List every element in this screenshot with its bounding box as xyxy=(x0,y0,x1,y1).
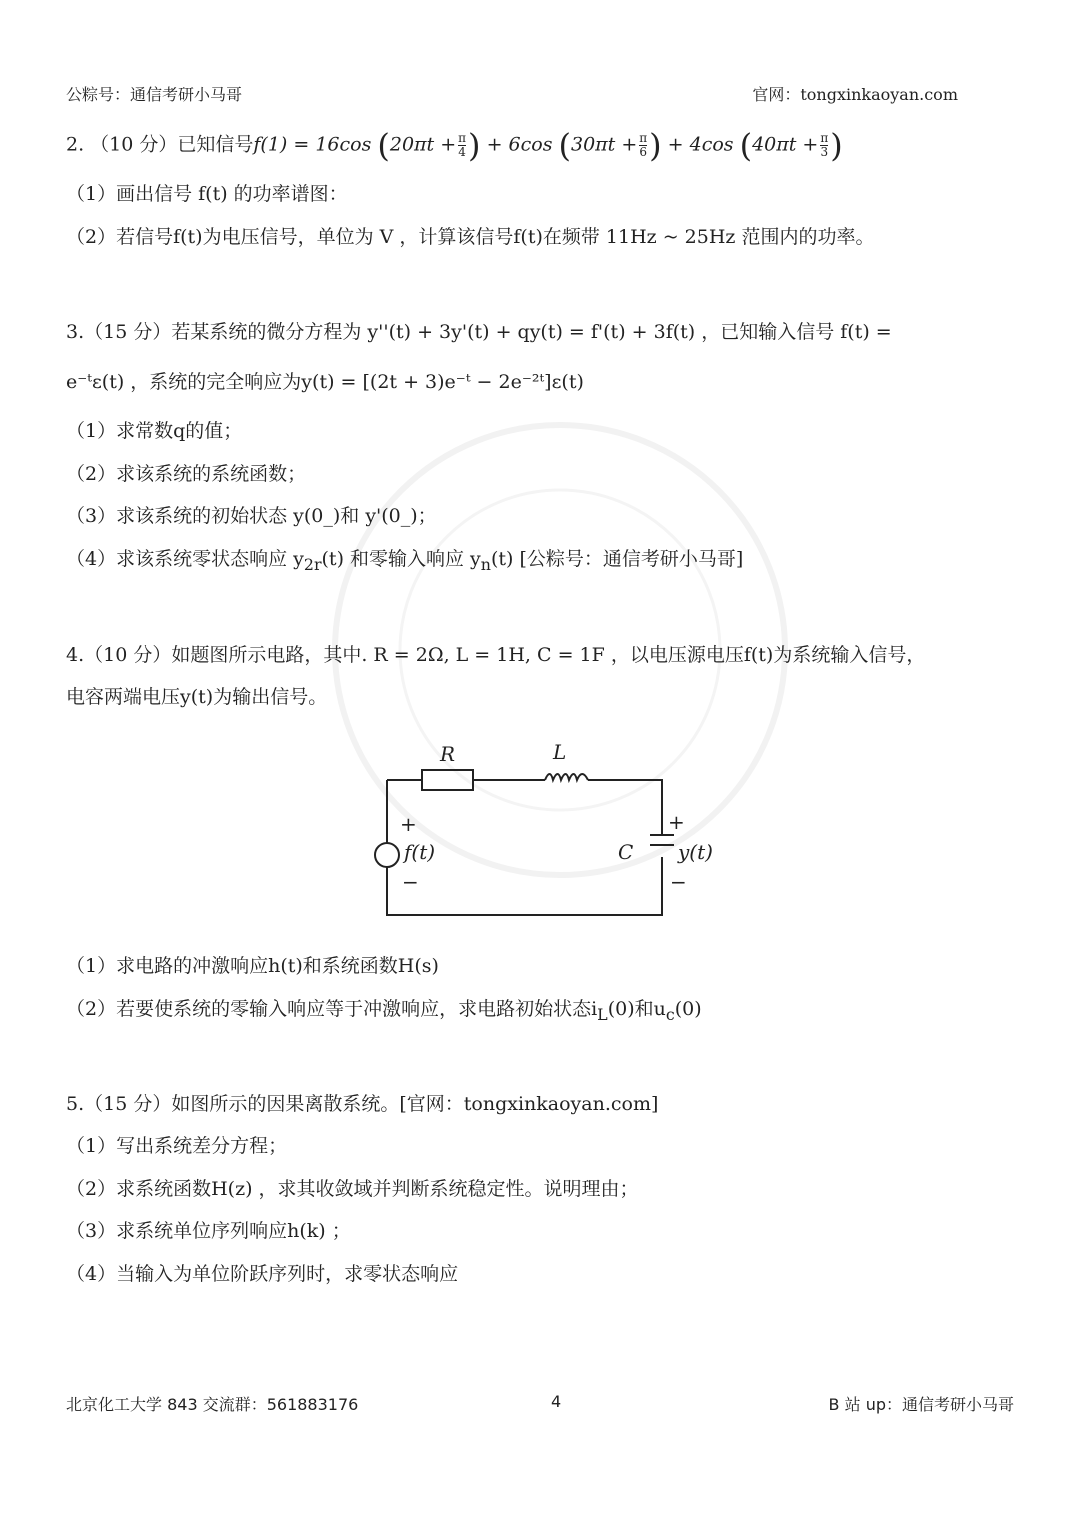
plus-source: + xyxy=(400,812,417,836)
label-source: f(t) xyxy=(404,840,436,864)
header-right: 官网：tongxinkaoyan.com xyxy=(752,85,958,104)
q5-part3: （3）求系统单位序列响应h(k) ； xyxy=(66,1220,351,1242)
q3-line1: 3.（15 分）若某系统的微分方程为 y''(t) + 3y'(t) + qy(t) = f'(t) + 3f(t) ，已知输入信号 f(t) = xyxy=(66,321,892,343)
q3-part4: （4）求该系统零状态响应 $y_{2r}(t)$ 和零输入响应 $y_n(t)$ [公粽号：通信考研小马哥] xyxy=(66,548,744,574)
plus-output: + xyxy=(668,810,685,834)
q5-part1: （1）写出系统差分方程； xyxy=(66,1135,288,1157)
q4-part2: （2）若要使系统的零输入响应等于冲激响应，求电路初始状态$i_L(0)$和$u_c(0)$ xyxy=(66,998,702,1024)
q3-line2: e⁻ᵗε(t) ，系统的完全响应为y(t) = [(2t + 3)e⁻ᵗ − 2e⁻²ᵗ]ε(t) xyxy=(66,371,584,393)
q2-part2: （2）若信号f(t)为电压信号，单位为 V ，计算该信号f(t)在频带 11Hz ~ 25Hz 范围内的功率。 xyxy=(66,226,875,248)
q4-part1: （1）求电路的冲激响应h(t)和系统函数H(s) xyxy=(66,955,439,977)
q4-line2: 电容两端电压y(t)为输出信号。 xyxy=(66,686,328,708)
label-R: R xyxy=(440,742,456,766)
resistor xyxy=(422,770,473,790)
q2-part1: （1）画出信号 f(t) 的功率谱图： xyxy=(66,183,348,205)
voltage-source xyxy=(375,843,399,867)
label-C: C xyxy=(618,840,634,864)
q5-line1: 5.（15 分）如图所示的因果离散系统。[官网：tongxinkaoyan.com] xyxy=(66,1093,659,1115)
q5-part4: （4）当输入为单位阶跃序列时，求零状态响应 xyxy=(66,1263,459,1285)
footer-left: 北京化工大学 843 交流群：561883176 xyxy=(66,1395,359,1414)
page-number: 4 xyxy=(551,1392,562,1411)
q5-part2: （2）求系统函数H(z) ，求其收敛域并判断系统稳定性。说明理由； xyxy=(66,1178,639,1200)
footer-right: B 站 up：通信考研小马哥 xyxy=(828,1395,1014,1414)
q3-part3: （3）求该系统的初始状态 y(0_)和 y'(0_)； xyxy=(66,505,437,527)
header-left: 公粽号：通信考研小马哥 xyxy=(66,85,243,104)
minus-output: − xyxy=(670,870,687,894)
q2-title: 2. （10 分）已知信号f(1) = 16cos (20πt + $\frac{\pi}{4}$ ) + 6cos (30πt + $\frac{\pi}{6}$ ) + 4cos (40πt + $\frac{\pi}{3}$ ) xyxy=(66,126,843,165)
capacitor xyxy=(650,835,674,845)
minus-source: − xyxy=(402,870,419,894)
label-L: L xyxy=(553,740,567,764)
q4-line1: 4.（10 分）如题图所示电路，其中. R = 2Ω, L = 1H, C = 1F ，以电压源电压f(t)为系统输入信号， xyxy=(66,644,926,666)
q3-part1: （1）求常数q的值； xyxy=(66,420,243,442)
label-output: y(t) xyxy=(678,840,713,864)
q3-part2: （2）求该系统的系统函数； xyxy=(66,463,307,485)
inductor xyxy=(545,774,588,780)
rlc-circuit-diagram xyxy=(360,735,740,925)
